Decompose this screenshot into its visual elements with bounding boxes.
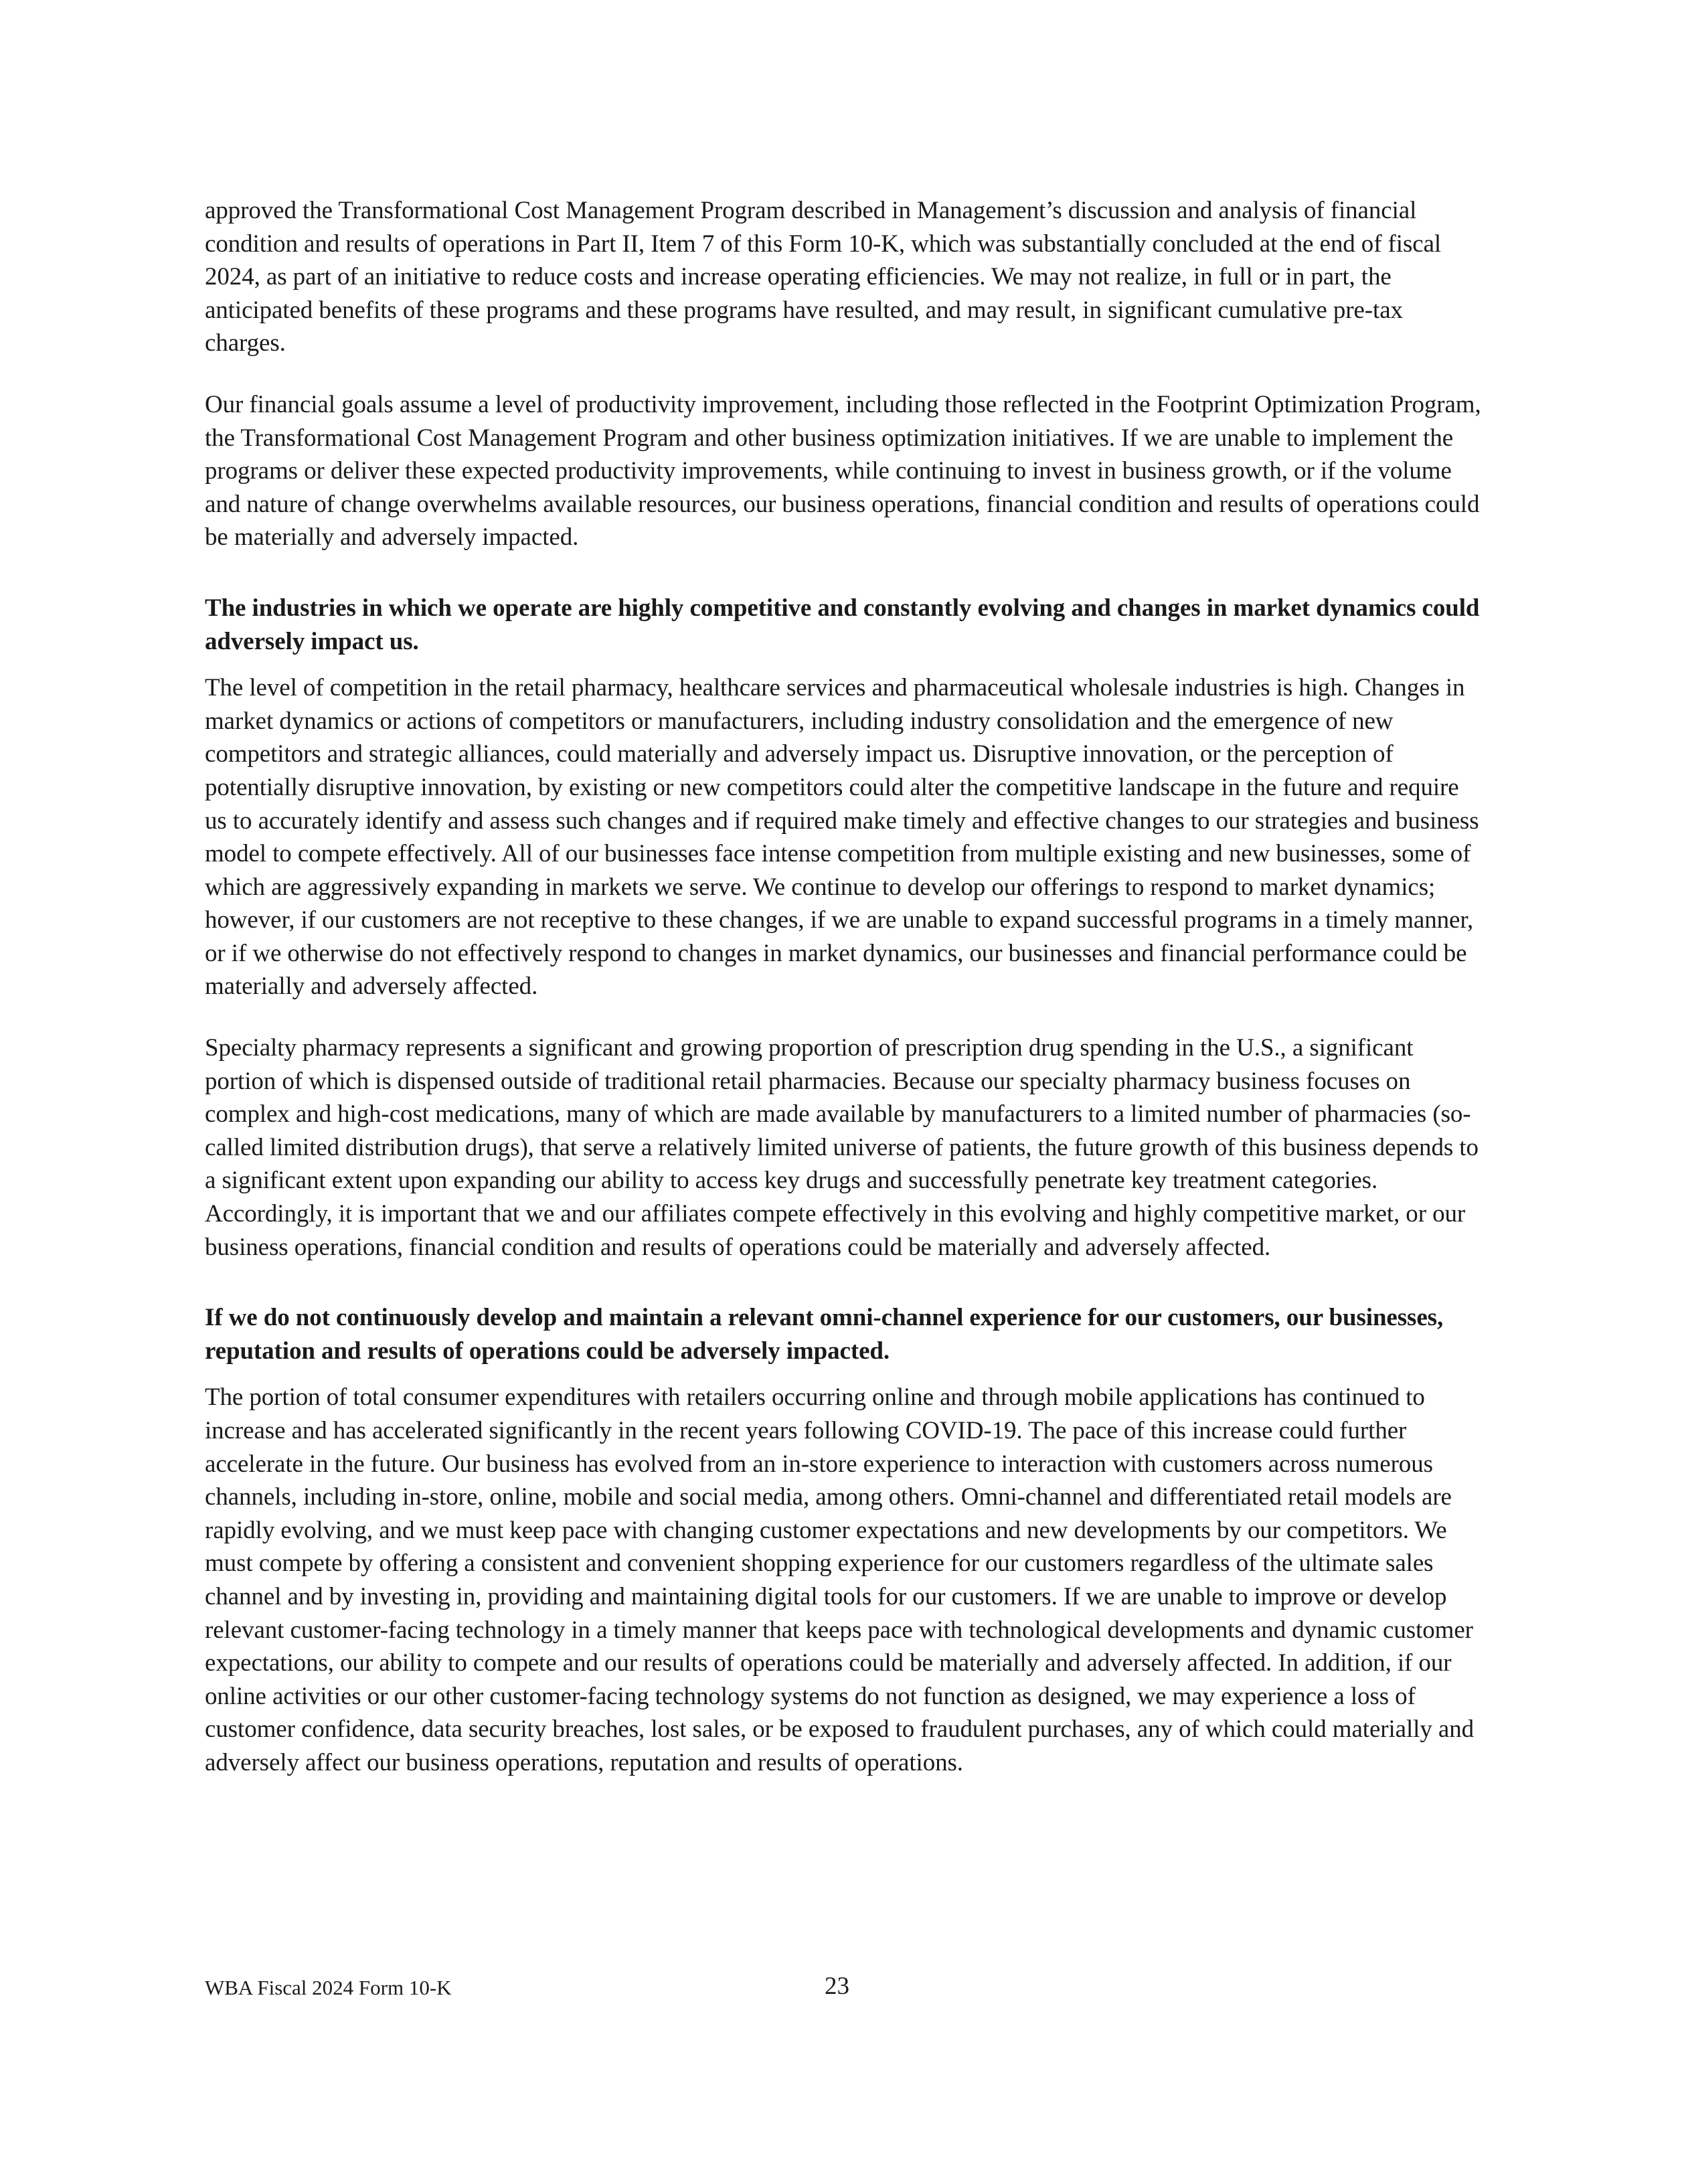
document-page xyxy=(205,194,1483,1780)
body-paragraph: The portion of total consumer expenditures with retailers occurring online and through mobile applications has continued to increase and has accelerated significantly in the recent years following COVID-19. The pace of this increase could further accelerate in the future. Our business has evolved from an in-store experience to interaction with customers across numerous channels, including in-store, online, mobile and social media, among others. Omni-channel and differentiated retail models are rapidly evolving, and we must keep pace with changing customer expectations and new developments by our competitors. We must compete by offering a consistent and convenient shopping experience for our customers regardless of the ultimate sales channel and by investing in, providing and maintaining digital tools for our customers. If we are unable to improve or develop relevant customer-facing technology in a timely manner that keeps pace with technological developments and dynamic customer expectations, our ability to compete and our results of operations could be materially and adversely affected. In addition, if our online activities or our other customer-facing technology systems do not function as designed, we may experience a loss of customer confidence, data security breaches, lost sales, or be exposed to fraudulent purchases, any of which could materially and adversely affect our business operations, reputation and results of operations. xyxy=(205,1383,1475,1776)
section-heading: The industries in which we operate are highly competitive and constantly evolving and changes in market dynamics could adversely impact us. xyxy=(205,594,1480,655)
body-paragraph: approved the Transformational Cost Management Program described in Management’s discussion and analysis of financial condition and results of operations in Part II, Item 7 of this Form 10-K, which was substantially concluded at the end of fiscal 2024, as part of an initiative to reduce costs and increase operating efficiencies. We may not realize, in full or in part, the anticipated benefits of these programs and these programs have resulted, and may result, in significant cumulative pre-tax charges. xyxy=(205,197,1442,357)
body-paragraph: The level of competition in the retail pharmacy, healthcare services and pharmaceutical wholesale industries is high. Changes in market dynamics or actions of competitors or manufacturers, including industry consolidation and the emergence of new competitors and strategic alliances, could materially and adversely impact us. Disruptive innovation, or the perception of potentially disruptive innovation, by existing or new competitors could alter the competitive landscape in the future and require us to accurately identify and assess such changes and if required make timely and effective changes to our strategies and business model to compete effectively. All of our businesses face intense competition from multiple existing and new businesses, some of which are aggressively expanding in markets we serve. We continue to develop our offerings to respond to market dynamics; however, if our customers are not receptive to these changes, if we are unable to expand successful programs in a timely manner, or if we otherwise do not effectively respond to changes in market dynamics, our businesses and financial performance could be materially and adversely affected. xyxy=(205,674,1479,1001)
section-heading: If we do not continuously develop and maintain a relevant omni-channel experience for our customers, our businesses, reputation and results of operations could be adversely impacted. xyxy=(205,1304,1444,1365)
body-paragraph: Our financial goals assume a level of productivity improvement, including those reflected in the Footprint Optimization Program, the Transformational Cost Management Program and other business optimization initiatives. If we are unable to implement the programs or deliver these expected productivity improvements, while continuing to invest in business growth, or if the volume and nature of change overwhelms available resources, our business operations, financial condition and results of operations could be materially and adversely impacted. xyxy=(205,390,1481,552)
body-paragraph: Specialty pharmacy represents a significant and growing proportion of prescription drug spending in the U.S., a significant portion of which is dispensed outside of traditional retail pharmacies. Because our specialty pharmacy business focuses on complex and high-cost medications, many of which are made available by manufacturers to a limited number of pharmacies (so-called limited distribution drugs), that serve a relatively limited universe of patients, the future growth of this business depends to a significant extent upon expanding our ability to access key drugs and successfully penetrate key treatment categories. Accordingly, it is important that we and our affiliates compete effectively in this evolving and highly competitive market, or our business operations, financial condition and results of operations could be materially and adversely affected. xyxy=(205,1034,1479,1261)
footer-document-label: WBA Fiscal 2024 Form 10-K xyxy=(205,1976,452,1999)
page-number: 23 xyxy=(825,1972,849,2000)
